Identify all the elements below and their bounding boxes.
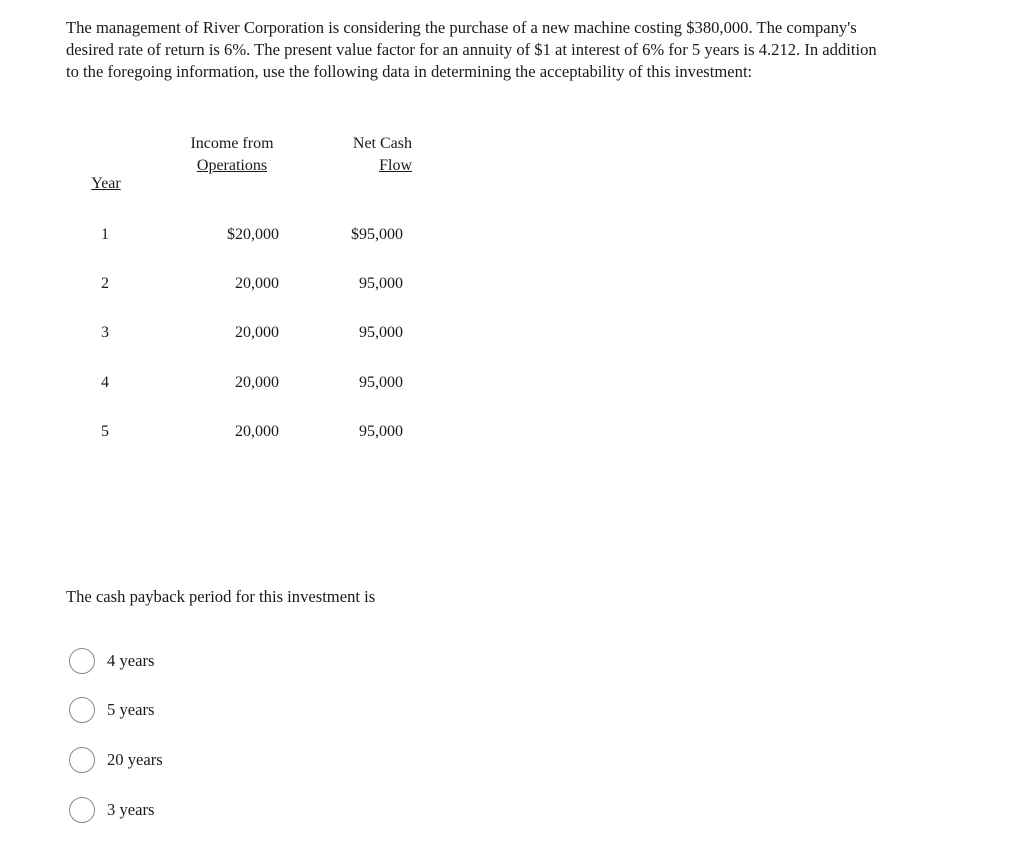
cash-flow-cell: 95,000	[359, 374, 403, 391]
problem-statement	[66, 17, 976, 83]
header-income-line1: Income from	[190, 135, 274, 152]
header-cash-flow	[326, 133, 412, 177]
cash-flow-cell: 95,000	[359, 423, 403, 440]
header-income-line2: Operations	[196, 157, 268, 174]
income-cell: 20,000	[235, 324, 279, 341]
radio-button[interactable]	[69, 797, 95, 823]
header-cash-line1: Net Cash	[352, 135, 412, 152]
answer-option-label: 3 years	[107, 800, 155, 819]
cash-flow-cell: 95,000	[359, 275, 403, 292]
header-year-label: Year	[91, 175, 121, 192]
cash-flow-cell: 95,000	[359, 324, 403, 341]
income-cell: 20,000	[235, 275, 279, 292]
radio-button[interactable]	[69, 747, 95, 773]
answer-option[interactable]	[69, 797, 154, 823]
year-cell: 5	[101, 423, 109, 440]
year-cell: 1	[101, 226, 109, 243]
answer-option[interactable]	[69, 697, 154, 723]
problem-line-3: to the foregoing information, use the following data in determining the acceptability of this investment:	[66, 62, 753, 81]
radio-button[interactable]	[69, 697, 95, 723]
problem-line-2: desired rate of return is 6%. The present value factor for an annuity of $1 at interest of 6% for 5 years is 4.212. In addition	[66, 40, 877, 59]
radio-button[interactable]	[69, 648, 95, 674]
question-text: The cash payback period for this investment is	[66, 587, 376, 606]
cash-flow-cell: $95,000	[351, 226, 403, 243]
year-cell: 4	[101, 374, 109, 391]
income-cell: 20,000	[235, 374, 279, 391]
income-cell: 20,000	[235, 423, 279, 440]
problem-line-1: The management of River Corporation is considering the purchase of a new machine costing $380,000. The company's	[66, 18, 857, 37]
answer-option[interactable]	[69, 648, 154, 674]
answer-option-label: 4 years	[107, 651, 155, 670]
income-cell: $20,000	[227, 226, 279, 243]
year-cell: 3	[101, 324, 109, 341]
answer-option[interactable]	[69, 747, 163, 773]
answer-option-label: 20 years	[107, 750, 163, 769]
year-cell: 2	[101, 275, 109, 292]
answer-option-label: 5 years	[107, 700, 155, 719]
header-cash-line2: Flow	[379, 157, 412, 174]
header-year	[72, 173, 140, 195]
header-income	[170, 133, 294, 177]
